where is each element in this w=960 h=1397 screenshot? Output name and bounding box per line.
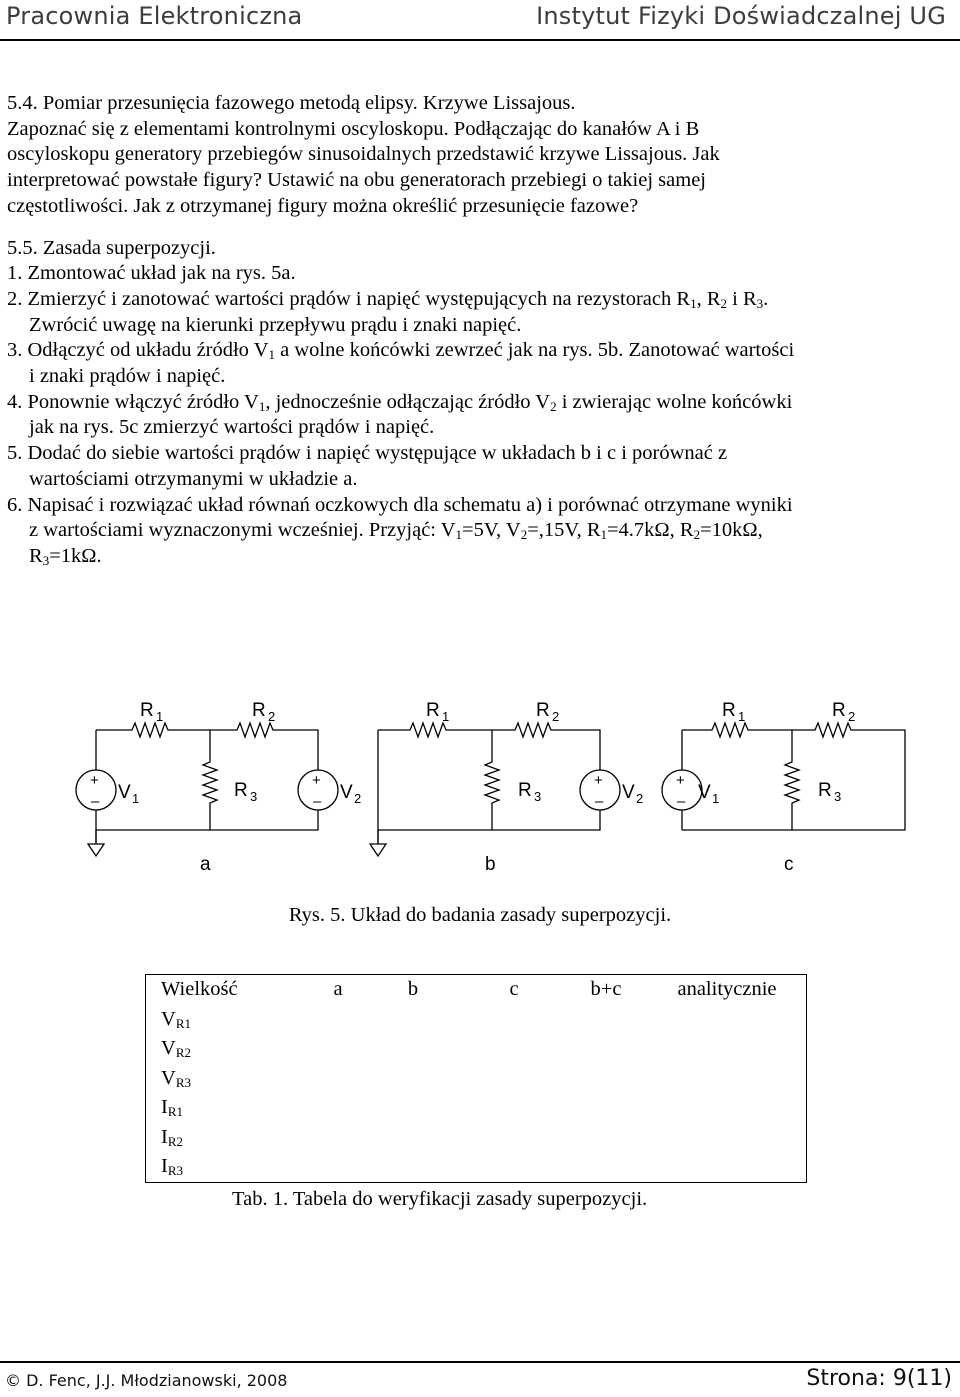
svg-text:V: V	[622, 782, 635, 803]
label-a: a	[200, 854, 211, 875]
step-6: 6. Napisać i rozwiązać układ równań oczkowych dla schematu a) i porównać otrzymane wyniki	[7, 493, 793, 516]
svg-text:3: 3	[250, 789, 258, 804]
svg-text:2: 2	[848, 709, 856, 724]
svg-text:V: V	[698, 782, 711, 803]
header-right: Instytut Fizyki Doświadczalnej UG	[536, 2, 946, 30]
header-cell: b	[362, 975, 464, 1005]
header-left: Pracownia Elektroniczna	[6, 2, 303, 30]
header-rule	[0, 39, 960, 41]
circuit-figure	[0, 680, 960, 890]
section-5-5-title: 5.5. Zasada superpozycji.	[7, 236, 216, 259]
svg-text:–: –	[313, 793, 322, 810]
section-5-4-title: 5.4. Pomiar przesunięcia fazowego metodą elipsy. Krzywe Lissajous.	[7, 92, 576, 114]
label-c: c	[784, 854, 794, 875]
svg-text:R: R	[426, 700, 440, 721]
footer-rule	[0, 1361, 960, 1363]
table-row: $I_{R3}$	[146, 1152, 807, 1182]
figure-caption: Rys. 5. Układ do badania zasady superpozycji.	[288, 904, 672, 926]
svg-text:2: 2	[354, 791, 362, 806]
svg-text:V: V	[340, 782, 353, 803]
svg-text:R: R	[818, 780, 832, 801]
svg-text:+: +	[312, 772, 321, 789]
svg-text:–: –	[595, 793, 604, 810]
step-3: 3. Odłączyć od układu źródło $V_1$ a wolne końcówki zewrzeć jak na rys. 5b. Zanotować wartości	[7, 339, 795, 363]
footer-authors: © D. Fenc, J.J. Młodzianowski, 2008	[5, 1371, 288, 1390]
svg-text:1: 1	[442, 709, 450, 724]
svg-text:R: R	[518, 780, 532, 801]
header-cell: Wielkość	[146, 975, 315, 1005]
circuit-c	[662, 700, 905, 875]
section-5-4-line: Zapoznać się z elementami kontrolnymi oscyloskopu. Podłączając do kanałów A i B	[7, 117, 700, 140]
table-row: $I_{R1}$	[146, 1093, 807, 1123]
step-3-cont: i znaki prądów i napięć.	[29, 365, 226, 388]
step-2-cont: Zwrócić uwagę na kierunki przepływu prądu i znaki napięć.	[29, 313, 522, 336]
header-cell: a	[314, 975, 362, 1005]
table-caption: Tab. 1. Tabela do weryfikacji zasady superpozycji.	[232, 1188, 648, 1210]
svg-text:R: R	[722, 700, 736, 721]
table-row: $V_{R3}$	[146, 1064, 807, 1094]
svg-text:–: –	[91, 793, 100, 810]
svg-text:2: 2	[268, 709, 276, 724]
step-6-cont: $R_3=1k\Omega$.	[29, 544, 102, 568]
section-5-4-line: interpretować powstałe figury? Ustawić na obu generatorach przebiegi o takiej samej	[7, 169, 706, 192]
table-row: $I_{R2}$	[146, 1123, 807, 1153]
svg-text:+: +	[594, 772, 603, 789]
svg-text:+: +	[90, 772, 99, 789]
svg-text:1: 1	[712, 791, 720, 806]
verification-table	[145, 974, 807, 1183]
header-cell: b+c	[564, 975, 648, 1005]
svg-text:2: 2	[636, 791, 644, 806]
svg-text:1: 1	[132, 791, 140, 806]
table-row: $V_{R2}$	[146, 1034, 807, 1064]
footer-page-number: Strona: 9(11)	[806, 1366, 952, 1391]
header-cell: analitycznie	[648, 975, 807, 1005]
step-1: 1. Zmontować układ jak na rys. 5a.	[7, 262, 296, 285]
step-2: 2. Zmierzyć i zanotować wartości prądów i napięć występujących na rezystorach $R_1$, $R_2$ i $R_3$.	[7, 287, 769, 311]
svg-text:1: 1	[156, 709, 164, 724]
step-5-cont: wartościami otrzymanymi w układzie a.	[29, 467, 358, 490]
step-4: 4. Ponownie włączyć źródło $V_1$, jednocześnie odłączając źródło $V_2$ i zwierając wolne końcówki	[7, 390, 793, 414]
svg-text:R: R	[252, 700, 266, 721]
section-5-4-line: częstotliwości. Jak z otrzymanej figury można określić przesunięcie fazowe?	[7, 194, 639, 217]
svg-text:3: 3	[834, 789, 842, 804]
svg-text:2: 2	[552, 709, 560, 724]
resistor-r3	[785, 730, 799, 830]
svg-text:–: –	[677, 793, 686, 810]
table-header-row	[146, 975, 807, 1005]
header-cell: c	[464, 975, 564, 1005]
step-6-cont: z wartościami wyznaczonymi wcześniej. Przyjąć: $V_1=5V$, $V_2=,15V$, $R_1=4.7k\Omega$, $R_2=10k\Omega$,	[29, 519, 763, 543]
svg-text:3: 3	[534, 789, 542, 804]
table-row: $V_{R1}$	[146, 1005, 807, 1035]
circuit-b	[370, 700, 643, 875]
resistor-r3	[485, 730, 499, 830]
step-4-cont: jak na rys. 5c zmierzyć wartości prądów i napięć.	[29, 416, 435, 439]
label-b: b	[485, 854, 496, 875]
page-header	[0, 0, 960, 40]
svg-text:V: V	[118, 782, 131, 803]
resistor-r3	[203, 730, 217, 830]
svg-text:+: +	[676, 772, 685, 789]
svg-text:R: R	[140, 700, 154, 721]
section-5-4-line: oscyloskopu generatory przebiegów sinusoidalnych przedstawić krzywe Lissajous. Jak	[7, 143, 720, 166]
svg-text:R: R	[536, 700, 550, 721]
document-body	[7, 91, 952, 570]
svg-text:1: 1	[738, 709, 746, 724]
svg-text:R: R	[234, 780, 248, 801]
circuit-a	[76, 700, 361, 875]
step-5: 5. Dodać do siebie wartości prądów i napięć występujące w układach b i c i porównać z	[7, 442, 728, 465]
svg-text:R: R	[832, 700, 846, 721]
